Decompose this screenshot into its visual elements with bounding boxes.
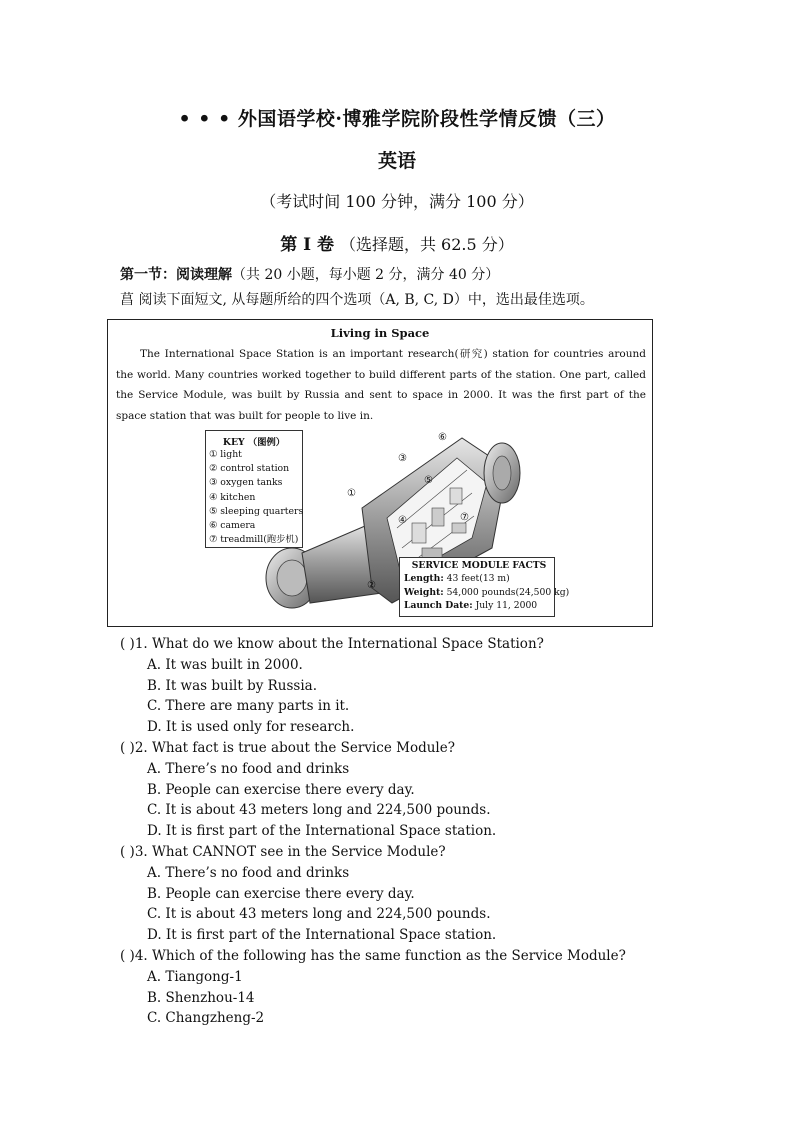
exam-info: （考试时间 100 分钟，满分 100 分） bbox=[260, 192, 534, 211]
part-heading-bold: 第一节：阅读理解 bbox=[120, 267, 232, 283]
fact-launch-label: Launch Date: bbox=[404, 600, 473, 611]
fact-weight-value: 54,000 pounds(24,500 kg) bbox=[446, 586, 570, 598]
question-option: C. Changzheng-2 bbox=[147, 1010, 265, 1027]
question-option: A. There’s no food and drinks bbox=[147, 864, 350, 881]
question-stem: ( )2. What fact is true about the Service Module? bbox=[120, 739, 455, 756]
key-item: ③ oxygen tanks bbox=[209, 477, 283, 489]
facts-title: SERVICE MODULE FACTS bbox=[411, 560, 547, 571]
key-item: ② control station bbox=[209, 463, 290, 475]
question-stem: ( )4. Which of the following has the same function as the Service Module? bbox=[120, 947, 626, 964]
fact-weight bbox=[404, 586, 570, 600]
fact-launch bbox=[404, 599, 554, 613]
section-heading bbox=[0, 230, 794, 255]
fact-launch-value: July 11, 2000 bbox=[475, 600, 538, 611]
question-option: B. Shenzhou-14 bbox=[147, 989, 255, 1006]
callout-5: ⑤ bbox=[424, 475, 433, 486]
question-option: D. It is used only for research. bbox=[147, 719, 355, 736]
question-option: C. It is about 43 meters long and 224,500 pounds. bbox=[147, 906, 491, 923]
fact-weight-label: Weight: bbox=[404, 586, 444, 598]
callout-6: ⑥ bbox=[438, 432, 447, 443]
question-option: A. It was built in 2000. bbox=[147, 656, 303, 673]
fact-length-value: 43 feet(13 m) bbox=[446, 573, 510, 584]
question-option: D. It is first part of the International Space station. bbox=[147, 927, 497, 944]
question-option: C. It is about 43 meters long and 224,500 pounds. bbox=[147, 802, 491, 819]
front-docking-ring bbox=[484, 443, 520, 503]
passage-text: The International Space Station is an important research(研究) station for countries around the world. Many countries worked together to build different parts of the station. One part, called the Service Module, was built by Russia and sent to space in 2000. It was the first part of the space station that was built for people to live in. bbox=[116, 348, 646, 422]
question-option: B. People can exercise there every day. bbox=[147, 781, 415, 798]
callout-2: ② bbox=[367, 580, 376, 591]
question-list bbox=[120, 634, 720, 1029]
question-stem: ( )3. What CANNOT see in the Service Module? bbox=[120, 843, 446, 860]
question-option: C. There are many parts in it. bbox=[147, 698, 350, 715]
exam-title: • • • 外国语学校·博雅学院阶段性学情反馈（三） bbox=[178, 108, 616, 130]
fact-length bbox=[404, 572, 554, 586]
key-item: ⑦ treadmill(跑步机) bbox=[209, 534, 299, 546]
section-sub: （选择题，共 62.5 分） bbox=[339, 235, 514, 254]
subject-title: 英语 bbox=[377, 150, 416, 172]
question-option: B. It was built by Russia. bbox=[147, 677, 317, 694]
instruction: 菖 阅读下面短文, 从每题所给的四个选项（A, B, C, D）中，选出最佳选项。 bbox=[120, 292, 594, 308]
question-option: D. It is first part of the International Space station. bbox=[147, 823, 497, 840]
section-main: 第 I 卷 bbox=[280, 235, 335, 255]
part-heading bbox=[120, 264, 499, 284]
callout-7: ⑦ bbox=[460, 512, 469, 523]
question-option: A. There’s no food and drinks bbox=[147, 760, 350, 777]
part-heading-rest: （共 20 小题，每小题 2 分，满分 40 分） bbox=[232, 267, 500, 283]
callout-4: ④ bbox=[398, 515, 407, 526]
key-item: ① light bbox=[209, 449, 242, 460]
question-stem: ( )1. What do we know about the International Space Station? bbox=[120, 636, 544, 652]
diagram-key bbox=[205, 430, 303, 548]
callout-3: ③ bbox=[398, 453, 407, 464]
fact-length-label: Length: bbox=[404, 573, 444, 584]
key-item: ⑥ camera bbox=[209, 520, 256, 532]
passage-title: Living in Space bbox=[330, 326, 430, 340]
key-item: ④ kitchen bbox=[209, 491, 256, 503]
question-option: A. Tiangong-1 bbox=[147, 968, 243, 985]
key-item: ⑤ sleeping quarters bbox=[209, 505, 304, 517]
question-option: B. People can exercise there every day. bbox=[147, 885, 415, 902]
callout-1: ① bbox=[347, 488, 356, 499]
service-module-facts bbox=[399, 557, 570, 617]
key-title: KEY （图例） bbox=[222, 437, 286, 448]
